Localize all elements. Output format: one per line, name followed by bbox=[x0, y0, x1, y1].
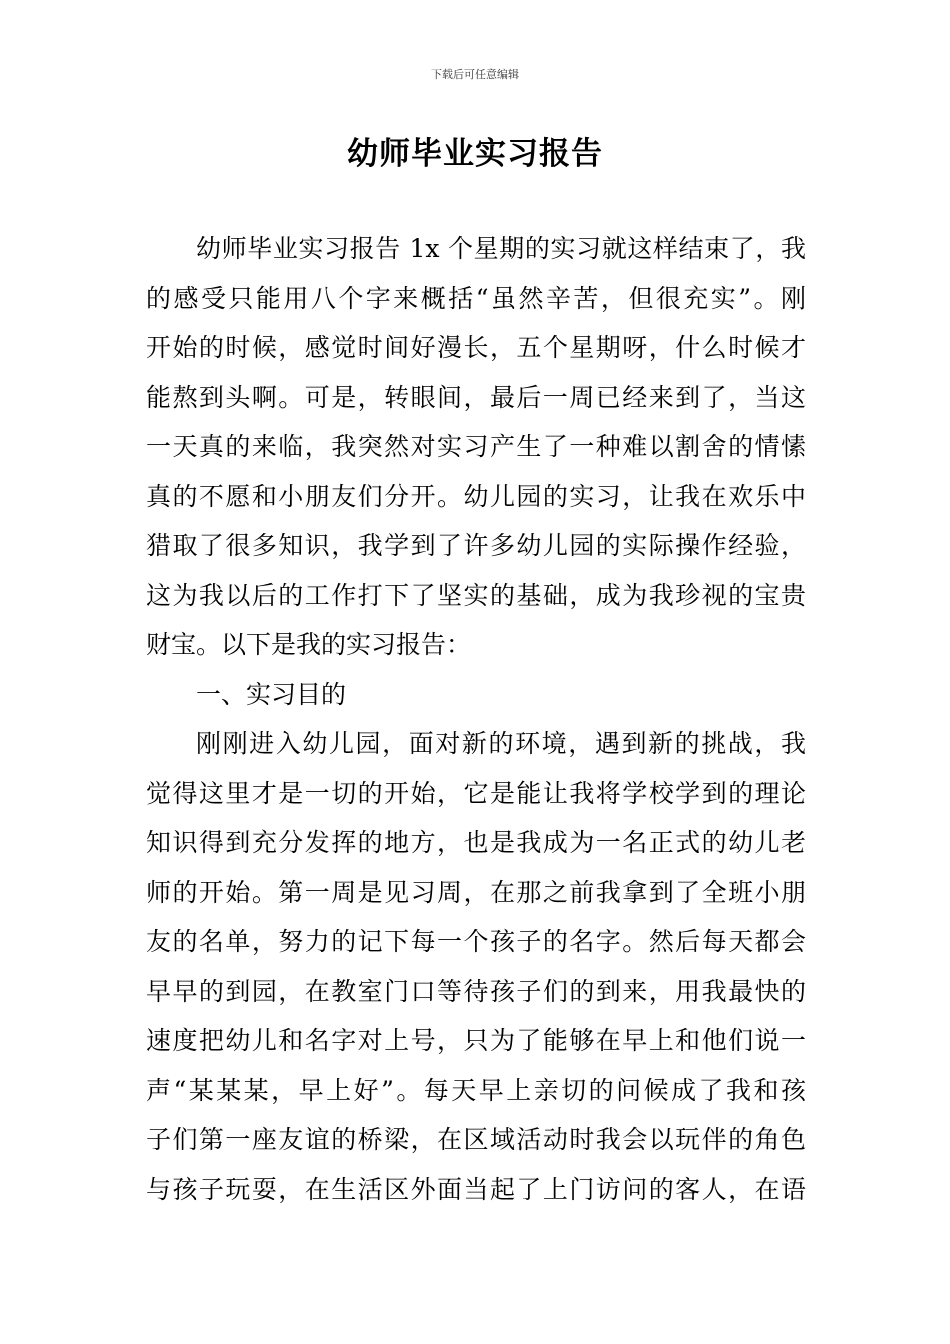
body-line: 师的开始。第一周是见习周，在那之前我拿到了全班小朋 bbox=[146, 877, 806, 907]
body-line: 觉得这里才是一切的开始，它是能让我将学校学到的理论 bbox=[146, 778, 806, 808]
body-line: 开始的时候，感觉时间好漫长，五个星期呀，什么时候才 bbox=[146, 333, 806, 362]
body-line: 能熬到头啊。可是，转眼间，最后一周已经来到了，当这 bbox=[146, 382, 806, 412]
body-line: 一天真的来临，我突然对实习产生了一种难以割舍的情愫 bbox=[146, 432, 806, 461]
body-line: 幼师毕业实习报告 1x 个星期的实习就这样结束了，我 bbox=[196, 234, 806, 263]
header-note: 下载后可任意编辑 bbox=[431, 68, 519, 81]
body-line: 声“某某某，早上好”。每天早上亲切的问候成了我和孩 bbox=[146, 1075, 806, 1105]
body-line: 友的名单，努力的记下每一个孩子的名字。然后每天都会 bbox=[146, 927, 806, 956]
body-line: 早早的到园，在教室门口等待孩子们的到来，用我最快的 bbox=[146, 976, 806, 1006]
body-line: 的感受只能用八个字来概括“虽然辛苦，但很充实”。刚 bbox=[146, 283, 806, 313]
document-title: 幼师毕业实习报告 bbox=[347, 136, 603, 172]
body-line: 子们第一座友谊的桥梁，在区域活动时我会以玩伴的角色 bbox=[146, 1125, 806, 1154]
body-line: 刚刚进入幼儿园，面对新的环境，遇到新的挑战，我 bbox=[196, 729, 806, 758]
body-line: 知识得到充分发挥的地方，也是我成为一名正式的幼儿老 bbox=[146, 828, 806, 857]
body-line: 一、实习目的 bbox=[196, 679, 347, 709]
body-line: 这为我以后的工作打下了坚实的基础，成为我珍视的宝贵 bbox=[146, 580, 806, 610]
body-line: 猎取了很多知识，我学到了许多幼儿园的实际操作经验， bbox=[146, 531, 806, 560]
body-text bbox=[146, 229, 806, 1219]
body-line: 速度把幼儿和名字对上号，只为了能够在早上和他们说一 bbox=[146, 1026, 806, 1055]
body-line: 财宝。以下是我的实习报告： bbox=[146, 630, 472, 659]
body-line: 与孩子玩耍，在生活区外面当起了上门访问的客人，在语 bbox=[146, 1174, 806, 1204]
body-line: 真的不愿和小朋友们分开。幼儿园的实习，让我在欢乐中 bbox=[146, 481, 806, 511]
